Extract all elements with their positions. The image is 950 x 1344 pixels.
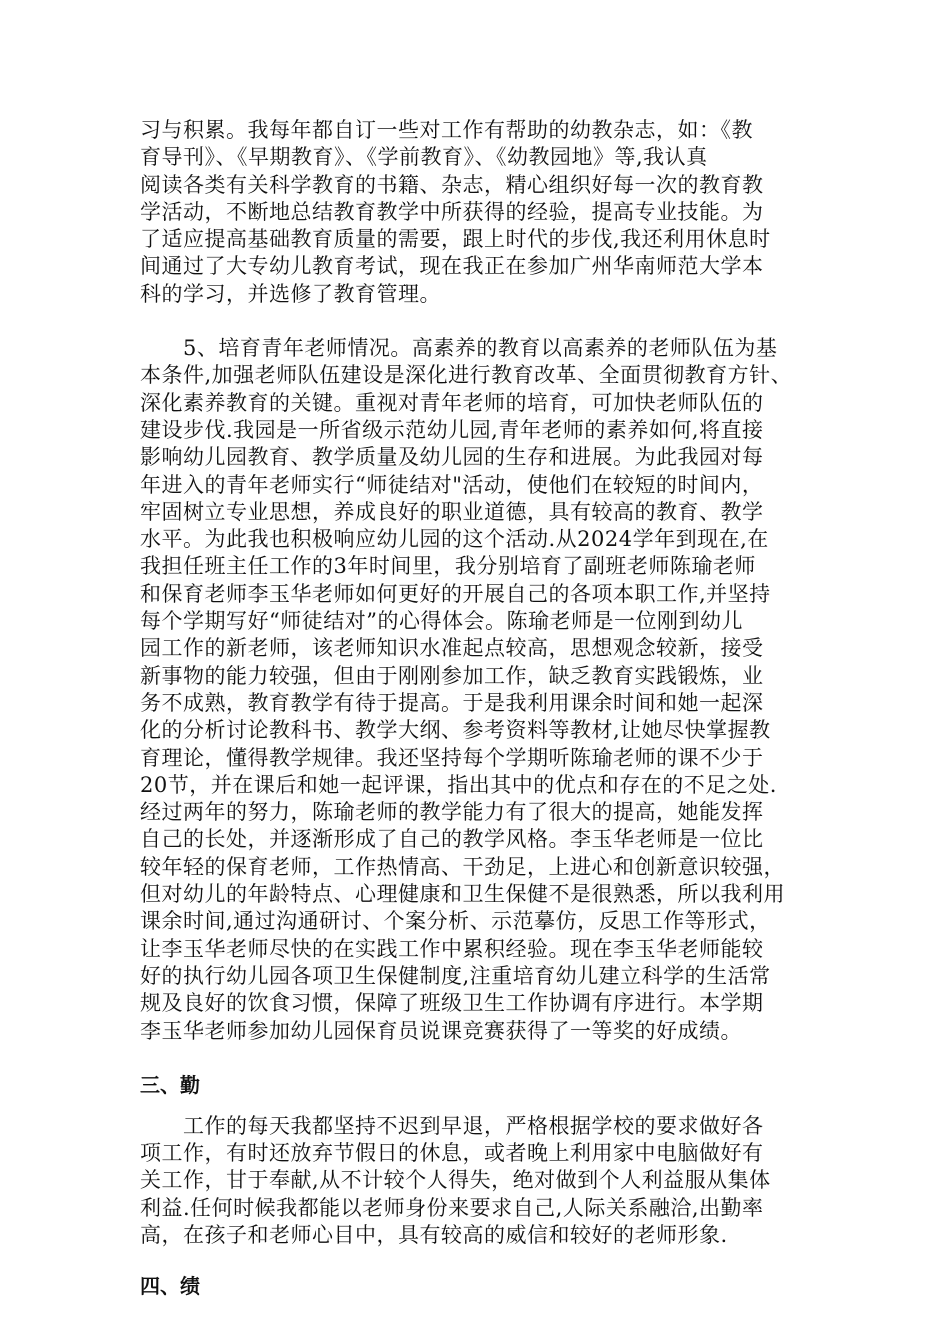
text-line: 务不成熟，教育教学有待于提高。于是我利用课余时间和她一起深 [140,690,764,715]
paragraph-gap [140,1099,812,1113]
text-line: 利益.任何时候我都能以老师身份来要求自己,人际关系融洽,出勤率 [140,1195,764,1220]
text-line: 阅读各类有关科学教育的书籍、杂志，精心组织好每一次的教育教 [140,172,764,197]
text-line: 关工作，甘于奉献,从不计较个人得失，绝对做到个人利益服从集体 [140,1168,771,1193]
text-line: 育理论，懂得教学规律。我还坚持每个学期听陈瑜老师的课不少于 [140,745,764,770]
text-line: 5、培育青年老师情况。高素养的教育以高素养的老师队伍为基 [140,336,778,361]
text-line: 园工作的新老师，该老师知识水准起点较高，思想观念较新，接受 [140,636,764,661]
text-line: 化的分析讨论教科书、教学大纲、参考资料等教材,让她尽快掌握教 [140,718,771,743]
paragraph-gap [140,308,812,335]
text-line: 李玉华老师参加幼儿园保育员说课竞赛获得了一等奖的好成绩。 [140,1018,742,1043]
text-line: 学活动，不断地总结教育教学中所获得的经验，提高专业技能。为 [140,199,764,224]
text-line: 新事物的能力较强，但由于刚刚参加工作，缺乏教育实践锻炼，业 [140,663,764,688]
text-line: 经过两年的努力，陈瑜老师的教学能力有了很大的提高，她能发挥 [140,800,764,825]
text-line: 育导刊》、《早期教育》、《学前教育》、《幼教园地》等,我认真 [140,145,708,170]
text-line: 让李玉华老师尽快的在实践工作中累积经验。现在李玉华老师能较 [140,936,764,961]
text-line: 间通过了大专幼儿教育考试，现在我正在参加广州华南师范大学本 [140,254,764,279]
text-line: 建设步伐.我园是一所省级示范幼儿园,青年老师的素养如何,将直接 [140,417,764,442]
text-line: 和保育老师李玉华老师如何更好的开展自己的各项本职工作,并坚持 [140,581,771,606]
paragraph-gap [140,1249,812,1273]
paragraph-self-study [140,117,812,308]
text-line: 课余时间,通过沟通研讨、个案分析、示范摹仿，反思工作等形式， [140,909,771,934]
section-heading-diligence: 三、勤 [140,1072,200,1097]
text-line: 规及良好的饮食习惯，保障了班级卫生工作协调有序进行。本学期 [140,991,764,1016]
text-line: 习与积累。我每年都自订一些对工作有帮助的幼教杂志，如：《教 [140,118,753,142]
text-line: 水平。为此我也积极响应幼儿园的这个活动.从2024学年到现在,在 [140,527,769,552]
paragraph-training-young-teachers [140,335,812,1045]
document-page [140,117,812,1300]
text-line: 但对幼儿的年龄特点、心理健康和卫生保健不是很熟悉，所以我利用 [140,882,785,907]
text-line: 每个学期写好“师徒结对”的心得体会。陈瑜老师是一位刚到幼儿 [140,609,743,634]
text-line: 年进入的青年老师实行“师徒结对"活动，使他们在较短的时间内， [140,472,764,497]
text-line: 好的执行幼儿园各项卫生保健制度,注重培育幼儿建立科学的生活常 [140,963,771,988]
text-line: 了适应提高基础教育质量的需要，跟上时代的步伐,我还利用休息时 [140,227,771,252]
paragraph-diligence [140,1113,812,1249]
text-line: 自己的长处，并逐渐形成了自己的教学风格。李玉华老师是一位比 [140,827,764,852]
text-line: 深化素养教育的关键。重视对青年老师的培育，可加快老师队伍的 [140,390,764,415]
paragraph-gap [140,1045,812,1072]
text-line: 高，在孩子和老师心目中，具有较高的威信和较好的老师形象. [140,1222,728,1247]
text-line: 项工作，有时还放弃节假日的休息，或者晚上利用家中电脑做好有 [140,1141,764,1166]
text-line: 工作的每天我都坚持不迟到早退，严格根据学校的要求做好各 [140,1113,764,1138]
text-line: 20节，并在课后和她一起评课，指出其中的优点和存在的不足之处. [140,772,777,797]
text-line: 科的学习，并选修了教育管理。 [140,281,441,306]
section-heading-achievements: 四、绩 [140,1274,200,1299]
text-line: 本条件,加强老师队伍建设是深化进行教育改革、全面贯彻教育方针、 [140,363,793,388]
text-line: 我担任班主任工作的3年时间里，我分别培育了副班老师陈瑜老师 [140,554,756,579]
text-line: 较年轻的保育老师，工作热情高、干劲足，上进心和创新意识较强， [140,854,785,879]
text-line: 牢固树立专业思想，养成良好的职业道德，具有较高的教育、教学 [140,499,764,524]
text-line: 影响幼儿园教育、教学质量及幼儿园的生存和进展。为此我园对每 [140,445,764,470]
